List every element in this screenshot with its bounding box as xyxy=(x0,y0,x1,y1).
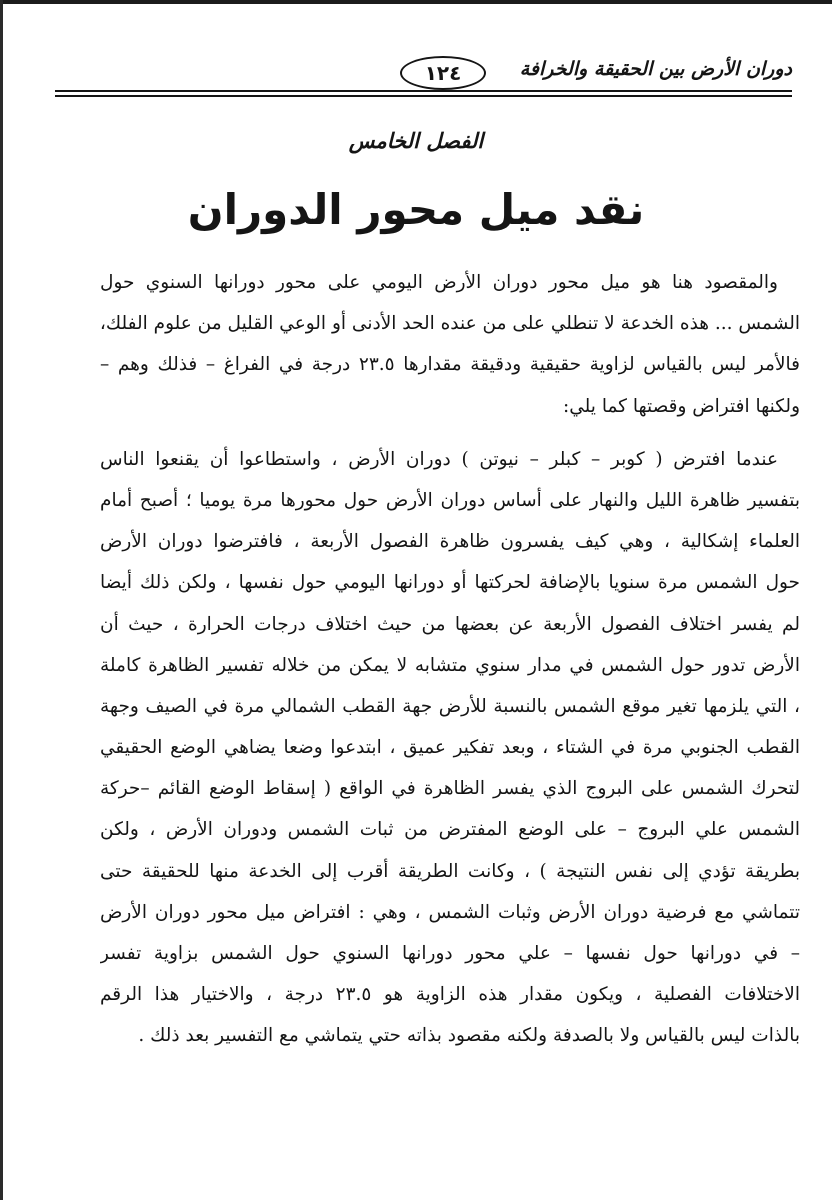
text-line: بالذات ليس بالقياس ولا بالصدفة ولكنه مقصود بذاته حتي يتماشي مع التفسير بعد ذلك . xyxy=(138,1025,800,1047)
text-line: عندما افترض ( كوبر – كبلر – نيوتن ) دوران الأرض ، واستطاعوا أن يقنعوا الناس xyxy=(100,448,778,470)
chapter-label: الفصل الخامس xyxy=(348,128,484,153)
page-top-border xyxy=(0,0,832,4)
text-line: القطب الجنوبي مرة في الشتاء ، وبعد تفكير عميق ، ابتدعوا وضعا يضاهي الوضع الحقيقي xyxy=(100,737,800,759)
text-line: العلماء إشكالية ، وهي كيف يفسرون ظاهرة الفصول الأربعة ، فافترضوا دوران الأرض xyxy=(100,531,800,553)
paragraph xyxy=(100,439,800,1057)
text-line: فالأمر ليس بالقياس لزاوية حقيقية ودقيقة مقدارها ٢٣.٥ درجة في الفراغ – فذلك وهم – xyxy=(100,354,800,376)
text-line: الأرض تدور حول الشمس في مدار سنوي متشابه لا يمكن من خلاله تفسير الظاهرة كاملة xyxy=(100,654,800,676)
paragraph xyxy=(100,262,800,427)
text-line: بطريقة تؤدي إلى نفس النتيجة ) ، وكانت الطريقة أقرب إلى الخدعة منها للحقيقة حتى xyxy=(100,860,800,882)
text-line: بتفسير ظاهرة الليل والنهار على أساس دوران الأرض حول محورها مرة يوميا ؛ أصبح أمام xyxy=(100,489,800,511)
section-title: نقد ميل محور الدوران xyxy=(187,185,645,234)
book-title: دوران الأرض بين الحقيقة والخرافة xyxy=(519,58,792,80)
page-left-border xyxy=(0,0,3,1200)
text-line: الشمس علي البروج – على الوضع المفترض من ثبات الشمس ودوران الأرض ، ولكن xyxy=(100,819,800,841)
text-line: والمقصود هنا هو ميل محور دوران الأرض اليومي على محور دورانها السنوي حول xyxy=(100,272,778,293)
text-line: لم يفسر اختلاف الفصول الأربعة عن بعضها من حيث اختلاف درجات الحرارة ، حيث أن xyxy=(100,613,800,635)
header-rule xyxy=(55,90,792,92)
text-line: ، التي يلزمها تغير موقع الشمس بالنسبة للأرض جهة القطب الشمالي مرة في الصيف وجهة xyxy=(100,695,800,717)
body-text xyxy=(100,262,800,1057)
text-line: حول الشمس مرة سنويا بالإضافة لحركتها أو دورانها اليومي حول نفسها ، ولكن ذلك أيضا xyxy=(100,572,800,594)
text-line: الاختلافات الفصلية ، ويكون مقدار هذه الزاوية هو ٢٣.٥ درجة ، والاختيار هذا الرقم xyxy=(100,984,800,1006)
text-line: ولكنها افتراض وقصتها كما يلي: xyxy=(563,395,800,417)
running-header xyxy=(55,54,792,100)
text-line: تتماشي مع فرضية دوران الأرض وثبات الشمس ، وهي : افتراض ميل محور دوران الأرض xyxy=(100,901,800,923)
header-rule xyxy=(55,95,792,97)
text-line: – في دورانها حول نفسها – علي محور دورانها السنوي حول الشمس بزاوية تفسر xyxy=(100,943,800,964)
text-line: الشمس ... هذه الخدعة لا تنطلي على من عنده الحد الأدنى أو الوعي القليل من علوم الفلك، xyxy=(100,313,800,335)
paragraph-gap xyxy=(100,427,800,439)
page-number: ١٢٤ xyxy=(400,56,486,90)
text-line: لتحرك الشمس على البروج الذي يفسر الظاهرة في الواقع ( إسقاط الوضع القائم –حركة xyxy=(100,778,800,800)
